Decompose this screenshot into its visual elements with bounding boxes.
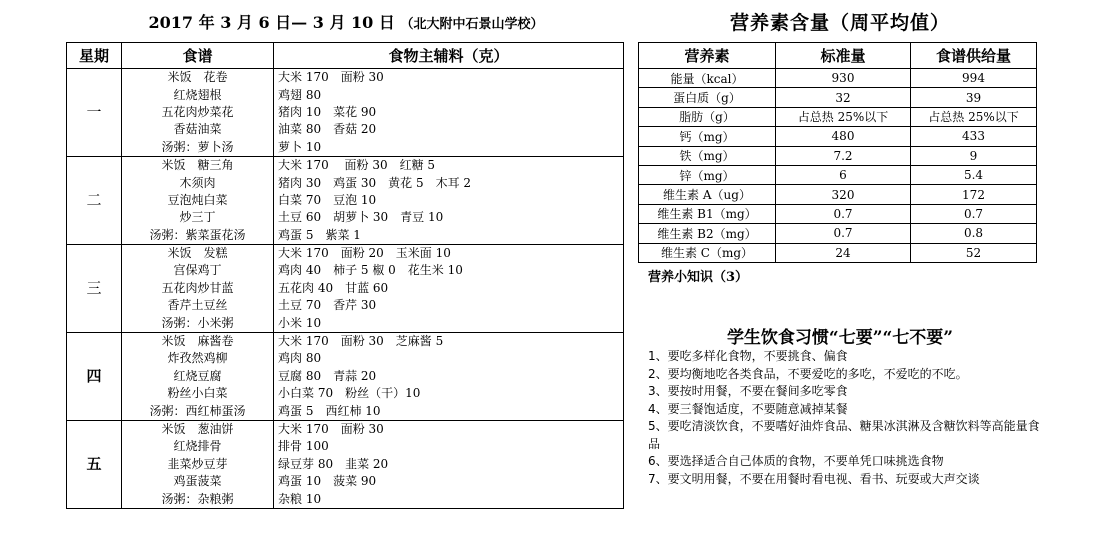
menu-row	[67, 244, 624, 262]
nutrient-cell: 维生素 C（mg）	[639, 243, 776, 262]
standard-cell: 0.7	[776, 224, 911, 243]
habit-item: 7、要文明用餐，不要在用餐时看电视、看书、玩耍或大声交谈	[648, 471, 980, 486]
supplied-cell: 52	[911, 243, 1037, 262]
nutrition-row	[639, 185, 1037, 204]
dish-cell: 汤粥：萝卜汤	[122, 139, 274, 157]
ingredients-cell: 土豆 60 胡萝卜 30 青豆 10	[274, 209, 624, 226]
standard-cell: 6	[776, 165, 911, 184]
header-recipe: 食谱	[122, 43, 274, 69]
habit-item: 5、要吃清淡饮食，不要嗜好油炸食品、糖果冰淇淋及含糖饮料等高能量食品	[648, 419, 1040, 451]
ingredients-cell: 猪肉 30 鸡蛋 30 黄花 5 木耳 2	[274, 174, 624, 191]
menu-row	[67, 332, 624, 350]
ingredients-cell: 大米 170 面粉 30	[274, 420, 624, 438]
nutrient-cell: 蛋白质（g）	[639, 88, 776, 107]
dish-cell: 宫保鸡丁	[122, 262, 274, 279]
menu-row	[67, 297, 624, 314]
ingredients-cell: 鸡肉 80	[274, 350, 624, 367]
dish-cell: 汤粥：小米粥	[122, 314, 274, 332]
menu-row	[67, 473, 624, 490]
weekly-menu-table	[66, 42, 624, 509]
nutrition-body	[639, 69, 1037, 263]
ingredients-cell: 猪肉 10 菜花 90	[274, 104, 624, 121]
menu-date-range: 2017 年 3 月 6 日— 3 月 10 日	[148, 13, 395, 32]
ingredients-cell: 绿豆芽 80 韭菜 20	[274, 456, 624, 473]
menu-title	[66, 10, 626, 33]
standard-cell: 占总热 25%以下	[776, 107, 911, 126]
supplied-cell: 占总热 25%以下	[911, 107, 1037, 126]
ingredients-cell: 鸡蛋 10 菠菜 90	[274, 473, 624, 490]
menu-row	[67, 156, 624, 174]
nutrition-row	[639, 127, 1037, 146]
standard-cell: 7.2	[776, 146, 911, 165]
nutrition-row	[639, 146, 1037, 165]
menu-row	[67, 227, 624, 245]
nutrient-cell: 维生素 B2（mg）	[639, 224, 776, 243]
dish-cell: 五花肉炒菜花	[122, 104, 274, 121]
menu-row	[67, 456, 624, 473]
dish-cell: 米饭 麻酱卷	[122, 332, 274, 350]
dish-cell: 汤粥：杂粮粥	[122, 490, 274, 508]
standard-cell: 0.7	[776, 204, 911, 223]
menu-body	[67, 69, 624, 509]
nutrition-header-row	[639, 43, 1037, 69]
ingredients-cell: 白菜 70 豆泡 10	[274, 192, 624, 209]
dish-cell: 香菇油菜	[122, 121, 274, 138]
dish-cell: 红烧翅根	[122, 86, 274, 103]
nutrient-cell: 维生素 A（ug）	[639, 185, 776, 204]
nutrition-row	[639, 243, 1037, 262]
standard-cell: 480	[776, 127, 911, 146]
dish-cell: 米饭 发糕	[122, 244, 274, 262]
dish-cell: 韭菜炒豆芽	[122, 456, 274, 473]
nutrition-row	[639, 88, 1037, 107]
habits-title: 学生饮食习惯“七要”“七不要”	[726, 328, 954, 348]
standard-cell: 32	[776, 88, 911, 107]
dish-cell: 红烧豆腐	[122, 368, 274, 385]
ingredients-cell: 油菜 80 香菇 20	[274, 121, 624, 138]
dish-cell: 豆泡炖白菜	[122, 192, 274, 209]
menu-row	[67, 139, 624, 157]
nutrient-cell: 维生素 B1（mg）	[639, 204, 776, 223]
weekday-cell: 三	[67, 244, 122, 332]
supplied-cell: 172	[911, 185, 1037, 204]
menu-row	[67, 490, 624, 508]
supplied-cell: 9	[911, 146, 1037, 165]
menu-row	[67, 280, 624, 297]
header-standard: 标准量	[776, 43, 911, 69]
menu-row	[67, 104, 624, 121]
menu-row	[67, 420, 624, 438]
menu-row	[67, 121, 624, 138]
weekday-cell: 四	[67, 332, 122, 420]
standard-cell: 24	[776, 243, 911, 262]
dish-cell: 米饭 糖三角	[122, 156, 274, 174]
ingredients-cell: 五花肉 40 甘蓝 60	[274, 280, 624, 297]
nutrient-cell: 脂肪（g）	[639, 107, 776, 126]
ingredients-cell: 排骨 100	[274, 438, 624, 455]
ingredients-cell: 小白菜 70 粉丝（干）10	[274, 385, 624, 402]
ingredients-cell: 鸡蛋 5 紫菜 1	[274, 227, 624, 245]
ingredients-cell: 大米 170 面粉 20 玉米面 10	[274, 244, 624, 262]
weekday-cell: 二	[67, 156, 122, 244]
header-supplied: 食谱供给量	[911, 43, 1037, 69]
ingredients-cell: 大米 170 面粉 30 红糖 5	[274, 156, 624, 174]
dish-cell: 汤粥：紫菜蛋花汤	[122, 227, 274, 245]
ingredients-cell: 大米 170 面粉 30	[274, 69, 624, 87]
dish-cell: 汤粥：西红柿蛋汤	[122, 402, 274, 420]
standard-cell: 320	[776, 185, 911, 204]
nutrition-row	[639, 107, 1037, 126]
ingredients-cell: 土豆 70 香芹 30	[274, 297, 624, 314]
nutrition-table	[638, 42, 1037, 263]
standard-cell: 930	[776, 69, 911, 88]
supplied-cell: 5.4	[911, 165, 1037, 184]
menu-row	[67, 86, 624, 103]
habit-item: 4、要三餐饱适度，不要随意减掉某餐	[648, 401, 848, 416]
dish-cell: 炸孜然鸡柳	[122, 350, 274, 367]
nutrition-row	[639, 224, 1037, 243]
dish-cell: 粉丝小白菜	[122, 385, 274, 402]
ingredients-cell: 大米 170 面粉 30 芝麻酱 5	[274, 332, 624, 350]
dish-cell: 五花肉炒甘蓝	[122, 280, 274, 297]
supplied-cell: 0.7	[911, 204, 1037, 223]
nutrient-cell: 锌（mg）	[639, 165, 776, 184]
ingredients-cell: 鸡蛋 5 西红柿 10	[274, 402, 624, 420]
weekday-cell: 五	[67, 420, 122, 508]
menu-row	[67, 69, 624, 87]
dish-cell: 红烧排骨	[122, 438, 274, 455]
menu-row	[67, 174, 624, 191]
school-name: （北大附中石景山学校）	[400, 17, 544, 32]
menu-row	[67, 314, 624, 332]
menu-row	[67, 192, 624, 209]
dish-cell: 鸡蛋菠菜	[122, 473, 274, 490]
habit-item: 3、要按时用餐，不要在餐间多吃零食	[648, 384, 848, 398]
dish-cell: 米饭 葱油饼	[122, 420, 274, 438]
supplied-cell: 39	[911, 88, 1037, 107]
nutrient-cell: 钙（mg）	[639, 127, 776, 146]
dish-cell: 香芹土豆丝	[122, 297, 274, 314]
menu-row	[67, 402, 624, 420]
habit-item: 1、要吃多样化食物，不要挑食、偏食	[648, 349, 848, 363]
habits-list	[648, 348, 1043, 488]
weekday-cell: 一	[67, 69, 122, 157]
ingredients-cell: 小米 10	[274, 314, 624, 332]
ingredients-cell: 杂粮 10	[274, 490, 624, 508]
nutrition-row	[639, 204, 1037, 223]
supplied-cell: 433	[911, 127, 1037, 146]
nutrient-cell: 铁（mg）	[639, 146, 776, 165]
ingredients-cell: 鸡肉 40 柿子 5 椒 0 花生米 10	[274, 262, 624, 279]
menu-header-row	[67, 43, 624, 69]
nutrient-cell: 能量（kcal）	[639, 69, 776, 88]
habit-item: 2、要均衡地吃各类食品，不要爱吃的多吃，不爱吃的不吃。	[648, 366, 968, 381]
menu-row	[67, 262, 624, 279]
nutrition-row	[639, 165, 1037, 184]
header-ingredients: 食物主辅料（克）	[274, 43, 624, 69]
dish-cell: 米饭 花卷	[122, 69, 274, 87]
nutrition-tip-heading: 营养小知识（3）	[648, 270, 749, 285]
menu-row	[67, 368, 624, 385]
nutrition-title: 营养素含量（周平均值）	[729, 12, 950, 34]
supplied-cell: 994	[911, 69, 1037, 88]
ingredients-cell: 豆腐 80 青蒜 20	[274, 368, 624, 385]
menu-row	[67, 385, 624, 402]
ingredients-cell: 萝卜 10	[274, 139, 624, 157]
nutrition-row	[639, 69, 1037, 88]
menu-row	[67, 209, 624, 226]
header-weekday: 星期	[67, 43, 122, 69]
menu-row	[67, 350, 624, 367]
supplied-cell: 0.8	[911, 224, 1037, 243]
menu-row	[67, 438, 624, 455]
dish-cell: 木须肉	[122, 174, 274, 191]
header-nutrient: 营养素	[639, 43, 776, 69]
habit-item: 6、要选择适合自己体质的食物，不要单凭口味挑选食物	[648, 454, 944, 468]
dish-cell: 炒三丁	[122, 209, 274, 226]
ingredients-cell: 鸡翅 80	[274, 86, 624, 103]
